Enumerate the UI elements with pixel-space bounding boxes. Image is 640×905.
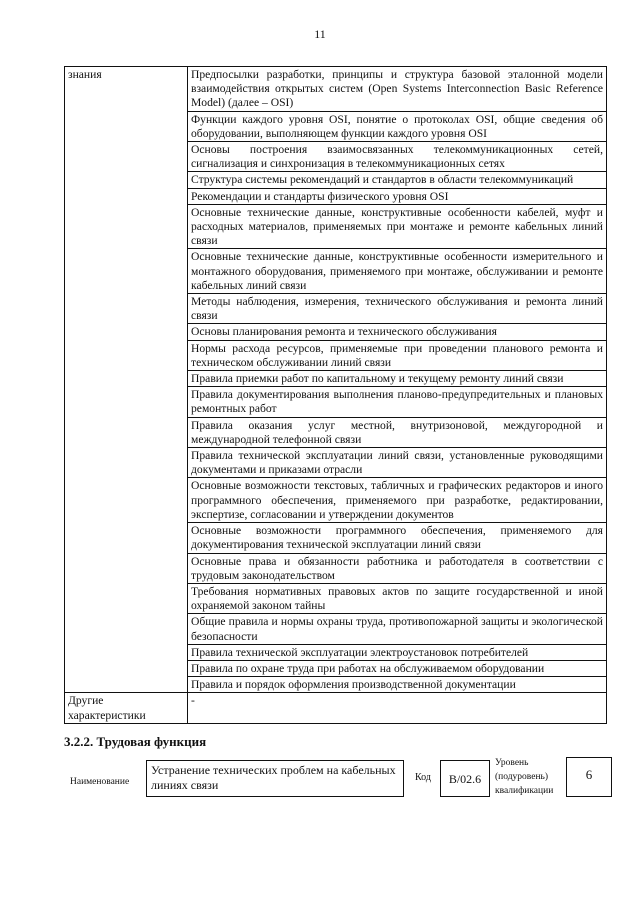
requirement-item: Требования нормативных правовых актов по защите государственной и иной охраняемой законом тайны [188,583,607,613]
requirement-item: Функции каждого уровня OSI, понятие о протоколах OSI, общие сведения об оборудовании, выполняющем функции каждого уровня OSI [188,111,607,141]
requirement-item: Основные права и обязанности работника и работодателя в соответствии с трудовым законодательством [188,553,607,583]
requirement-item: Правила документирования выполнения планово-предупредительных и плановых ремонтных работ [188,387,607,417]
requirement-item: Правила технической эксплуатации линий связи, установленные руководящими документами и приказами отрасли [188,448,607,478]
requirement-item: Основные технические данные, конструктивные особенности измерительного и монтажного оборудования, применяемого при монтаже, обслуживании и ремонте кабельных линий связи [188,249,607,294]
requirement-item: Структура системы рекомендаций и стандартов в области телекоммуникаций [188,172,607,188]
requirement-item: Правила приемки работ по капитальному и текущему ремонту линий связи [188,371,607,387]
requirement-item: Рекомендации и стандарты физического уровня OSI [188,188,607,204]
requirement-item: Правила и порядок оформления производственной документации [188,677,607,693]
requirement-item: - [188,693,607,723]
requirement-item: Основы построения взаимосвязанных телекоммуникационных сетей, сигнализация и синхронизация в телекоммуникационных сетях [188,142,607,172]
requirement-item: Нормы расхода ресурсов, применяемые при проведении планового ремонта и техническом обслуживании линий связи [188,340,607,370]
requirement-item: Правила оказания услуг местной, внутризоновой, междугородной и международной телефонной связи [188,417,607,447]
row-heading: Другие характеристики [65,693,188,723]
knowledge-table [64,66,607,724]
table-row [65,67,607,112]
requirement-item: Общие правила и нормы охраны труда, противопожарной защиты и экологической безопасности [188,614,607,644]
requirement-item: Основы планирования ремонта и технического обслуживания [188,324,607,340]
row-heading: знания [65,67,188,693]
section-title: 3.2.2. Трудовая функция [64,734,207,749]
name-label: Наименование [70,777,130,787]
requirement-item: Основные возможности программного обеспечения, применяемого для документирования технической эксплуатации линий связи [188,523,607,553]
table-row [65,693,607,723]
level-label: Уровень (подуровень) квалификации [495,758,554,796]
requirement-item: Методы наблюдения, измерения, технического обслуживания и ремонта линий связи [188,294,607,324]
page-number: 11 [314,27,326,41]
name-value: Устранение технических проблем на кабельных линиях связи [146,760,404,797]
requirement-item: Правила технической эксплуатации электроустановок потребителей [188,644,607,660]
code-value: B/02.6 [440,760,490,797]
requirement-item: Основные технические данные, конструктивные особенности кабелей, муфт и расходных материалов, применяемых при монтаже и ремонте кабельных линий связи [188,204,607,249]
requirement-item: Правила по охране труда при работах на обслуживаемом оборудовании [188,660,607,676]
requirement-item: Предпосылки разработки, принципы и структура базовой эталонной модели взаимодействия открытых систем (Open Systems Interconnection Basic Reference Model) (далее – OSI) [188,67,607,112]
labor-function-header [0,756,640,806]
level-value: 6 [566,757,612,797]
requirement-item: Основные возможности текстовых, табличных и графических редакторов и иного программного обеспечения, применяемого при разработке, редактировании, экспертизе, согласовании и утверждении документов [188,478,607,523]
code-label: Код [415,772,431,783]
